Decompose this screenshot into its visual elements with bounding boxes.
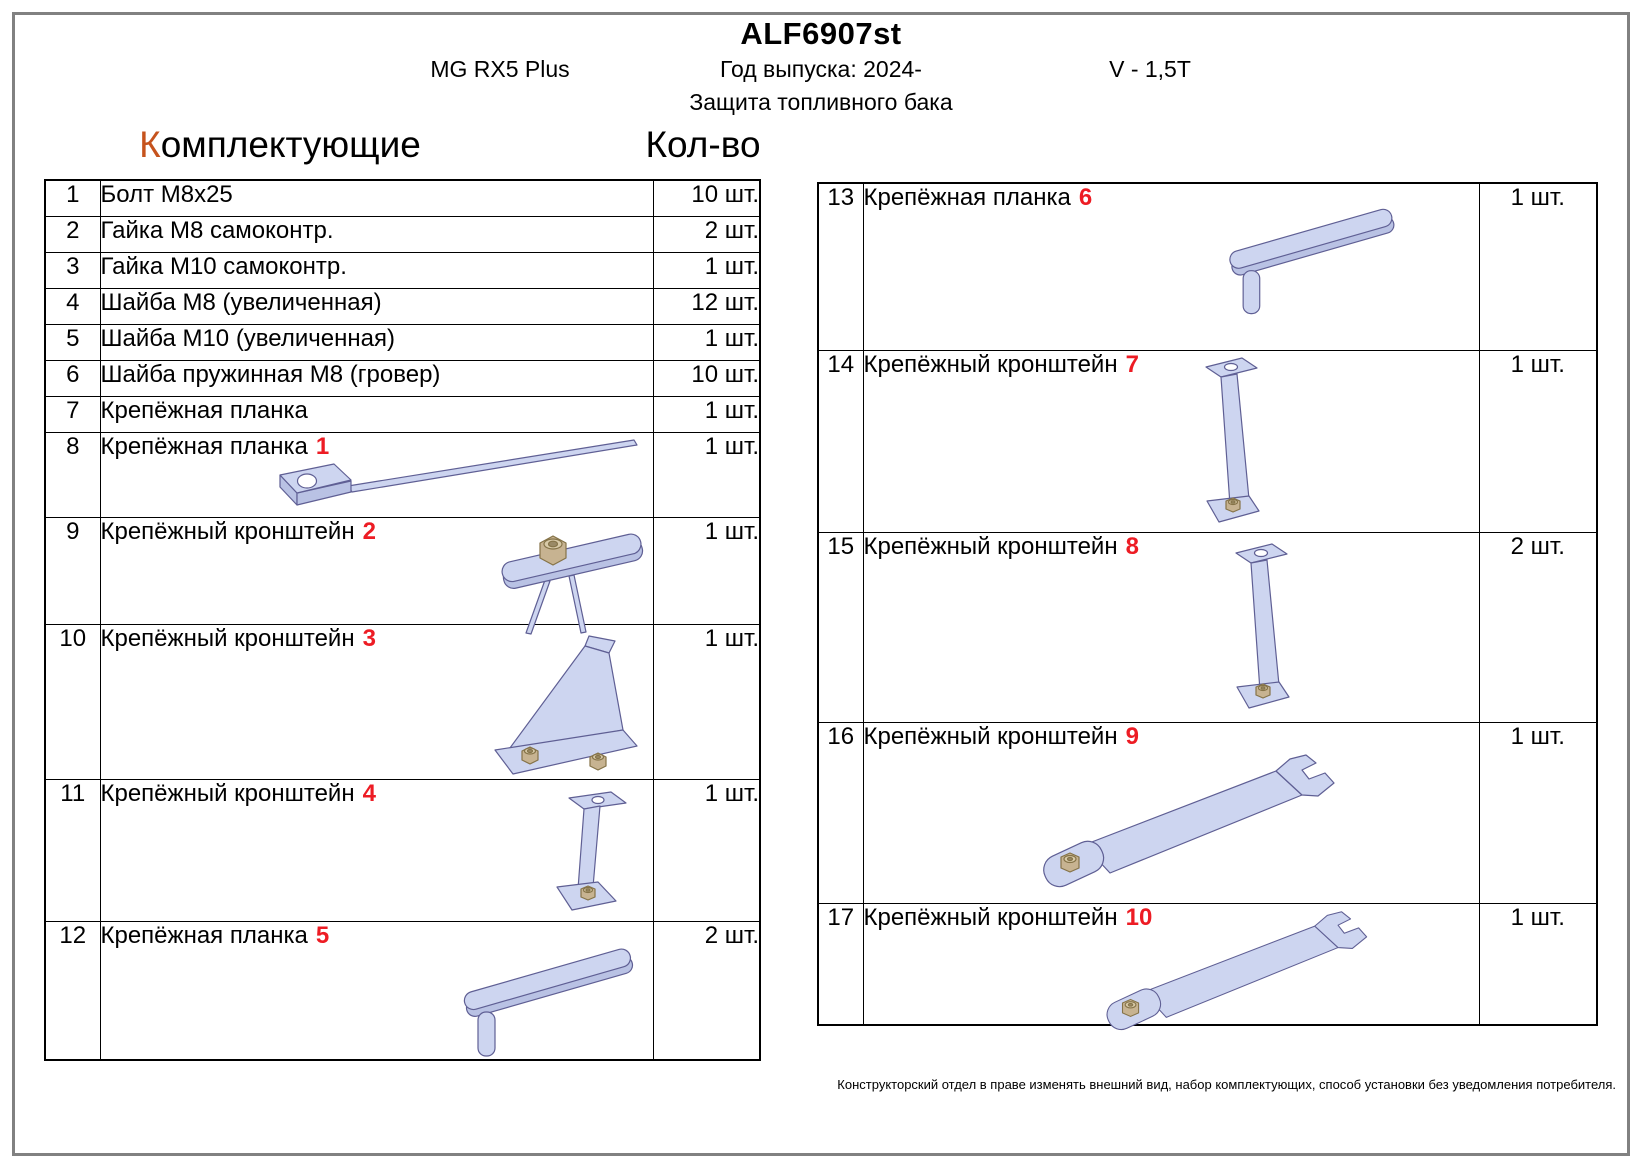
part-qty: 10 шт.: [653, 180, 760, 216]
part-name: Крепёжный кронштейн: [100, 624, 355, 652]
part-qty: 10 шт.: [653, 360, 760, 396]
table-row: [45, 432, 760, 517]
table-row: [45, 921, 760, 1060]
disclaimer-text: Конструкторский отдел в праве изменять внешний вид, набор комплектующих, способ установки без уведомления потребителя.: [837, 1077, 1616, 1092]
table-row: [45, 216, 760, 252]
plate-with-pin-illustration: [443, 940, 648, 1060]
row-number: 3: [45, 252, 100, 288]
row-number: 17: [818, 903, 863, 1025]
part-qty: 1 шт.: [653, 624, 760, 779]
part-mark: 2: [362, 517, 376, 545]
part-name: Гайка М10 самоконтр.: [100, 252, 347, 280]
components-table-left: [44, 179, 761, 1061]
components-title-accent-letter: К: [139, 124, 161, 165]
row-number: 4: [45, 288, 100, 324]
part-name: Шайба пружинная М8 (гровер): [100, 360, 441, 388]
row-number: 5: [45, 324, 100, 360]
engine-spec: V - 1,5T: [1109, 56, 1191, 82]
plate-with-pin-illustration: [1209, 199, 1409, 319]
part-name: Крепёжная планка: [863, 184, 1071, 211]
part-mark: 7: [1125, 350, 1139, 378]
part-name: Болт М8х25: [100, 181, 233, 208]
row-number: 8: [45, 432, 100, 517]
row-number: 1: [45, 180, 100, 216]
part-qty: 2 шт.: [653, 921, 760, 1060]
row-number: 2: [45, 216, 100, 252]
row-number: 15: [818, 532, 863, 722]
part-name: Шайба М8 (увеличенная): [100, 288, 382, 316]
row-number: 10: [45, 624, 100, 779]
table-row: [818, 903, 1597, 1025]
part-name: Крепёжный кронштейн: [863, 903, 1118, 931]
part-mark: 6: [1078, 184, 1093, 211]
row-number: 14: [818, 350, 863, 532]
table-row: [818, 532, 1597, 722]
part-qty: 1 шт.: [1479, 350, 1597, 532]
part-name: Крепёжная планка: [100, 396, 308, 424]
plate-with-nut-and-legs-illustration: [491, 524, 651, 636]
part-qty: 2 шт.: [653, 216, 760, 252]
components-table-right: [817, 182, 1598, 1026]
part-qty: 2 шт.: [1479, 532, 1597, 722]
table-row: [45, 252, 760, 288]
components-title-rest: омплектующие: [160, 124, 421, 165]
part-qty: 1 шт.: [1479, 722, 1597, 903]
part-name: Крепёжная планка: [100, 921, 308, 949]
part-qty: 1 шт.: [653, 779, 760, 921]
car-model: MG RX5 Plus: [430, 56, 570, 82]
part-mark: 9: [1125, 722, 1139, 750]
part-mark: 4: [362, 779, 376, 807]
forked-strap-bracket-illustration: [1026, 753, 1361, 895]
forked-strap-bracket-illustration: [1091, 910, 1391, 1037]
row-number: 6: [45, 360, 100, 396]
product-code: ALF6907st: [740, 16, 902, 51]
table-row: [45, 779, 760, 921]
row-number: 9: [45, 517, 100, 624]
part-qty: 1 шт.: [653, 396, 760, 432]
plate-with-long-rod-illustration: [266, 434, 651, 514]
z-shaped-bracket-illustration: [543, 790, 648, 918]
part-name: Крепёжный кронштейн: [100, 779, 355, 807]
part-name: Шайба М10 (увеличенная): [100, 324, 395, 352]
model-year: Год выпуска: 2024-: [720, 56, 922, 82]
part-qty: 1 шт.: [653, 252, 760, 288]
part-mark: 1: [315, 432, 330, 460]
part-name: Крепёжная планка: [100, 432, 308, 460]
part-mark: 5: [315, 921, 330, 949]
product-name: Защита топливного бака: [689, 89, 953, 115]
tall-strap-bracket-illustration: [1216, 541, 1311, 713]
table-row: [818, 722, 1597, 903]
part-name: Крепёжный кронштейн: [863, 722, 1118, 750]
part-qty: 1 шт.: [653, 517, 760, 624]
part-name: Гайка М8 самоконтр.: [100, 216, 334, 244]
tall-strap-bracket-illustration: [1186, 355, 1281, 527]
triangular-gusset-bracket-illustration: [485, 633, 650, 783]
part-qty: 1 шт.: [1479, 903, 1597, 1025]
table-row: [45, 624, 760, 779]
part-qty: 1 шт.: [1479, 183, 1597, 350]
part-mark: 10: [1125, 903, 1153, 931]
part-qty: 12 шт.: [653, 288, 760, 324]
part-name: Крепёжный кронштейн: [100, 517, 355, 545]
part-mark: 8: [1125, 532, 1139, 560]
table-row: [45, 517, 760, 624]
part-name: Крепёжный кронштейн: [863, 532, 1118, 560]
quantity-title: Кол-во: [645, 124, 761, 165]
part-name: Крепёжный кронштейн: [863, 350, 1118, 378]
table-row: [45, 324, 760, 360]
table-row: [818, 183, 1597, 350]
components-title: [90, 124, 470, 166]
row-number: 12: [45, 921, 100, 1060]
part-qty: 1 шт.: [653, 432, 760, 517]
part-qty: 1 шт.: [653, 324, 760, 360]
row-number: 16: [818, 722, 863, 903]
table-row: [45, 360, 760, 396]
row-number: 11: [45, 779, 100, 921]
table-row: [45, 288, 760, 324]
table-row: [45, 180, 760, 216]
row-number: 13: [818, 183, 863, 350]
part-mark: 3: [362, 624, 376, 652]
table-row: [818, 350, 1597, 532]
row-number: 7: [45, 396, 100, 432]
table-row: [45, 396, 760, 432]
